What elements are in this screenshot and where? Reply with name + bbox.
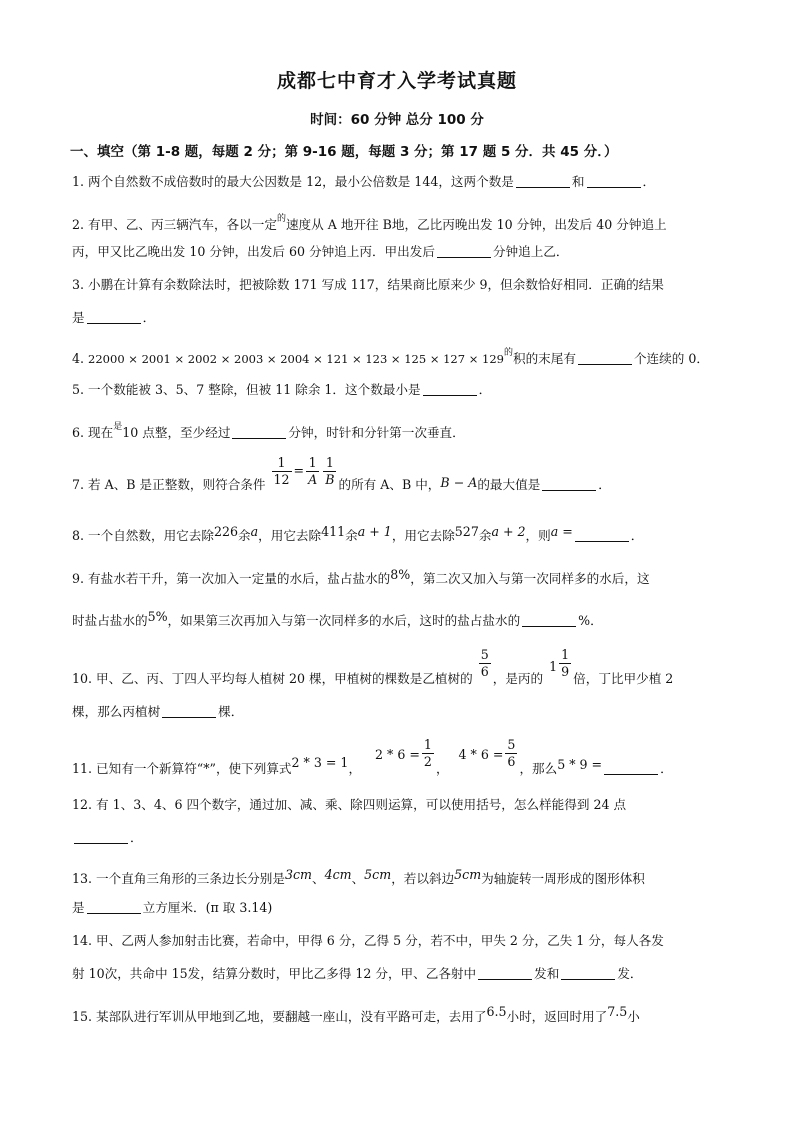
answer-blank[interactable]: [437, 243, 491, 258]
question-15-text-3: 小: [627, 1009, 640, 1024]
question-5: [72, 381, 491, 399]
equation-5-9: 5 * 9 =: [557, 757, 603, 772]
numerator: 5: [480, 647, 489, 662]
question-6-small-char: 是: [113, 422, 123, 432]
question-15-text: 15. 某部队进行军训从甲地到乙地，要翻越一座山，没有平路可走，去用了: [72, 1009, 487, 1024]
question-9-text-4: ，如果第三次再加入与第一次同样多的水后，这时的盐占盐水的: [167, 613, 521, 628]
question-13-line-1: [72, 866, 645, 888]
question-7-text-2: 的所有 A、B 中，: [338, 477, 441, 492]
denominator: 6: [480, 664, 489, 679]
expression-a-plus-2: a + 2: [491, 524, 526, 539]
denominator: 2: [423, 754, 432, 769]
question-9-text: 9. 有盐水若干升，第一次加入一定量的水后，盐占盐水的: [72, 571, 391, 586]
length-3cm: 3cm: [284, 867, 312, 882]
question-11-text: 11. 已知有一个新算符“*”，使下列算式: [72, 761, 292, 776]
question-7-text-3: 的最大值是: [477, 477, 541, 492]
question-4-number: 4.: [72, 351, 85, 366]
question-8: [72, 523, 643, 545]
question-13-text-5: 立方厘米．(π 取 3.14): [142, 900, 273, 915]
question-2-line-1: [72, 210, 667, 234]
question-14-line-1: [72, 932, 664, 950]
question-15: [72, 1003, 640, 1026]
question-7: [72, 455, 611, 495]
question-11-text-3: ．: [660, 761, 673, 776]
question-12-line-2: [72, 829, 143, 847]
question-13-text: 13. 一个直角三角形的三条边长分别是: [72, 871, 285, 886]
denominator: 9: [561, 664, 570, 679]
fraction-1-9: [559, 647, 571, 680]
question-3-line-1: [72, 276, 664, 294]
question-14-text-2: 射 10次，共命中 15发，结算分数时，甲比乙多得 12 分，甲、乙各射中: [72, 966, 477, 981]
denominator: 12: [273, 472, 290, 487]
number-411: 411: [321, 524, 346, 539]
exam-info: 时间：60 分钟 总分 100 分: [310, 112, 484, 128]
number-527: 527: [454, 524, 479, 539]
answer-blank[interactable]: [162, 703, 216, 718]
question-8-text: 8. 一个自然数，用它去除: [72, 528, 214, 543]
question-10-text-5: 棵．: [218, 704, 244, 719]
page-title: 成都七中育才入学考试真题: [276, 70, 517, 92]
question-2-text-2: 速度从 A 地开往 B地，乙比丙晚出发 10 分钟，出发后 40 分钟追上: [285, 217, 667, 232]
question-2-line-2: [72, 243, 568, 261]
question-5-text-2: ．: [478, 382, 492, 397]
denominator: 6: [507, 754, 516, 769]
question-9-text-5: %．: [578, 613, 603, 628]
question-14-line-2: [72, 965, 643, 983]
answer-blank[interactable]: [423, 381, 477, 396]
question-4-text: 积的末尾有: [512, 351, 576, 366]
question-10-line-1: [72, 647, 673, 689]
answer-blank[interactable]: [522, 612, 576, 627]
fraction-1-2: [422, 737, 434, 770]
question-12-line-1: [72, 796, 626, 814]
numerator: 1: [306, 455, 319, 472]
number-226: 226: [213, 524, 239, 539]
expression-a-equals: a =: [550, 524, 573, 539]
question-15-text-2: 小时，返回时用了: [506, 1009, 608, 1024]
fraction-1-12: [272, 455, 292, 488]
question-1-text-2: 和: [571, 174, 585, 189]
denominator: B: [325, 472, 335, 487]
question-9-text-2: ，第二次又加入与第一次同样多的水后，这: [410, 571, 650, 586]
question-8-text-3: ，用它去除: [391, 528, 455, 543]
question-14-text-4: 发．: [617, 966, 643, 981]
question-3-line-2: [72, 309, 155, 327]
remainder-label: 余: [478, 528, 492, 543]
question-11: [72, 737, 673, 779]
numerator: 1: [423, 737, 432, 752]
fraction-5-6: [479, 647, 491, 680]
question-1-text: 1. 两个自然数不成倍数时的最大公因数是 12，最小公倍数是 144，这两个数是: [72, 174, 514, 189]
numerator: 1: [323, 455, 336, 472]
question-3-text-3: ．: [142, 310, 156, 325]
question-6-text: 6. 现在: [72, 425, 114, 440]
question-13-text-4: 是: [72, 900, 85, 915]
remainder-label: 余: [345, 528, 358, 543]
question-4-expression: 22000 × 2001 × 2002 × 2003 × 2004 × 121 × 123 × 125 × 127 × 129: [88, 352, 504, 366]
section-heading: 一、填空（第 1-8 题，每题 2 分；第 9-16 题，每题 3 分；第 17 题 5 分．共 45 分．）: [70, 144, 618, 160]
expression-a-plus-1: a + 1: [357, 524, 392, 539]
separator: ，: [348, 761, 362, 776]
question-9-text-3: 时盐占盐水的: [72, 613, 148, 628]
answer-blank[interactable]: [561, 965, 615, 980]
length-4cm: 4cm: [324, 867, 352, 882]
fraction-5-6: [505, 737, 517, 770]
question-6-text-3: 分钟，时针和分针第一次垂直．: [288, 425, 465, 440]
separator: 、: [311, 871, 325, 886]
question-12-text: 12. 有 1、3、4、6 四个数字，通过加、减、乘、除四则运算，可以使用括号，怎么样能得到 24 点: [72, 797, 627, 812]
answer-blank[interactable]: [87, 899, 141, 914]
question-10-text-3: 倍，丁比甲少植 2: [573, 671, 674, 686]
equals-sign: =: [293, 463, 305, 478]
question-13-text-3: 为轴旋转一周形成的图形体积: [481, 871, 645, 886]
answer-blank[interactable]: [516, 173, 570, 188]
hours-6-5: 6.5: [486, 1004, 507, 1019]
question-7-text-4: ．: [598, 477, 611, 492]
remainder-label: 余: [238, 528, 251, 543]
question-5-text: 5. 一个数能被 3、5、7 整除，但被 11 除余 1．这个数最小是: [72, 382, 421, 397]
equation-2-6: 2 * 6 =: [375, 747, 420, 762]
numerator: 1: [272, 455, 292, 472]
question-6: [72, 418, 465, 442]
question-13-line-2: [72, 899, 272, 917]
question-4: [72, 344, 709, 368]
question-11-text-2: ，那么: [519, 761, 558, 776]
question-2-text-3: 丙，甲又比乙晚出发 10 分钟，出发后 60 分钟追上丙．甲出发后: [72, 244, 435, 259]
question-1-text-3: ．: [642, 174, 656, 189]
question-7-text: 7. 若 A、B 是正整数，则符合条件: [72, 477, 266, 492]
equation-4-6: 4 * 6 =: [458, 747, 504, 762]
question-3-text-2: 是: [72, 310, 85, 325]
question-2-text: 2. 有甲、乙、丙三辆汽车，各以一定: [72, 217, 277, 232]
question-3-text: 3. 小鹏在计算有余数除法时，把被除数 171 写成 117，结果商比原来少 9，但余数恰好相同．正确的结果: [72, 277, 664, 292]
answer-blank[interactable]: [478, 965, 532, 980]
variable-a: a: [250, 524, 259, 539]
equation-2-3: 2 * 3 = 1: [291, 755, 349, 770]
question-10-line-2: [72, 703, 243, 721]
percent-8: 8%: [390, 567, 411, 582]
question-8-text-4: ，则: [525, 528, 551, 543]
question-4-small-char: 的: [503, 348, 513, 358]
answer-blank[interactable]: [74, 829, 128, 844]
question-1: [72, 173, 655, 191]
question-9-line-2: [72, 608, 603, 630]
question-10-text-4: 棵，那么丙植树: [72, 704, 161, 719]
numerator: 5: [507, 737, 516, 752]
question-14-text-3: 发和: [534, 966, 560, 981]
numerator: 1: [561, 647, 570, 662]
question-6-text-2: 10 点整，至少经过: [122, 425, 231, 440]
question-2-text-4: 分钟追上乙．: [492, 244, 569, 259]
question-8-text-5: ．: [630, 528, 644, 543]
answer-blank[interactable]: [578, 350, 632, 365]
answer-blank[interactable]: [542, 476, 596, 491]
percent-5: 5%: [147, 609, 168, 624]
fraction-1-a: [306, 455, 319, 488]
hours-7-5: 7.5: [607, 1004, 628, 1019]
answer-blank[interactable]: [232, 424, 286, 439]
mixed-number-whole: 1: [549, 659, 558, 674]
fraction-1-b: [323, 455, 336, 488]
question-12-text-2: ．: [130, 830, 143, 845]
question-10-text: 10. 甲、乙、丙、丁四人平均每人植树 20 棵，甲植树的棵数是乙植树的: [72, 671, 473, 686]
question-13-text-2: ，若以斜边: [391, 871, 455, 886]
question-9-line-1: [72, 566, 650, 588]
answer-blank[interactable]: [87, 309, 141, 324]
question-7-expression: B − A: [440, 475, 478, 490]
answer-blank[interactable]: [604, 760, 658, 775]
denominator: A: [308, 472, 318, 487]
length-5cm-hypotenuse: 5cm: [454, 867, 482, 882]
separator: 、: [351, 871, 365, 886]
question-2-small-char: 的: [276, 214, 286, 224]
question-8-text-2: ，用它去除: [258, 528, 322, 543]
question-4-text-2: 个连续的 0．: [633, 351, 709, 366]
answer-blank[interactable]: [575, 527, 629, 542]
question-10-text-2: ，是丙的: [492, 671, 544, 686]
answer-blank[interactable]: [587, 173, 641, 188]
question-14-text: 14. 甲、乙两人参加射击比赛，若命中，甲得 6 分，乙得 5 分，若不中，甲失 2 分，乙失 1 分，每人各发: [72, 933, 664, 948]
length-5cm: 5cm: [364, 867, 392, 882]
separator: ，: [435, 761, 449, 776]
